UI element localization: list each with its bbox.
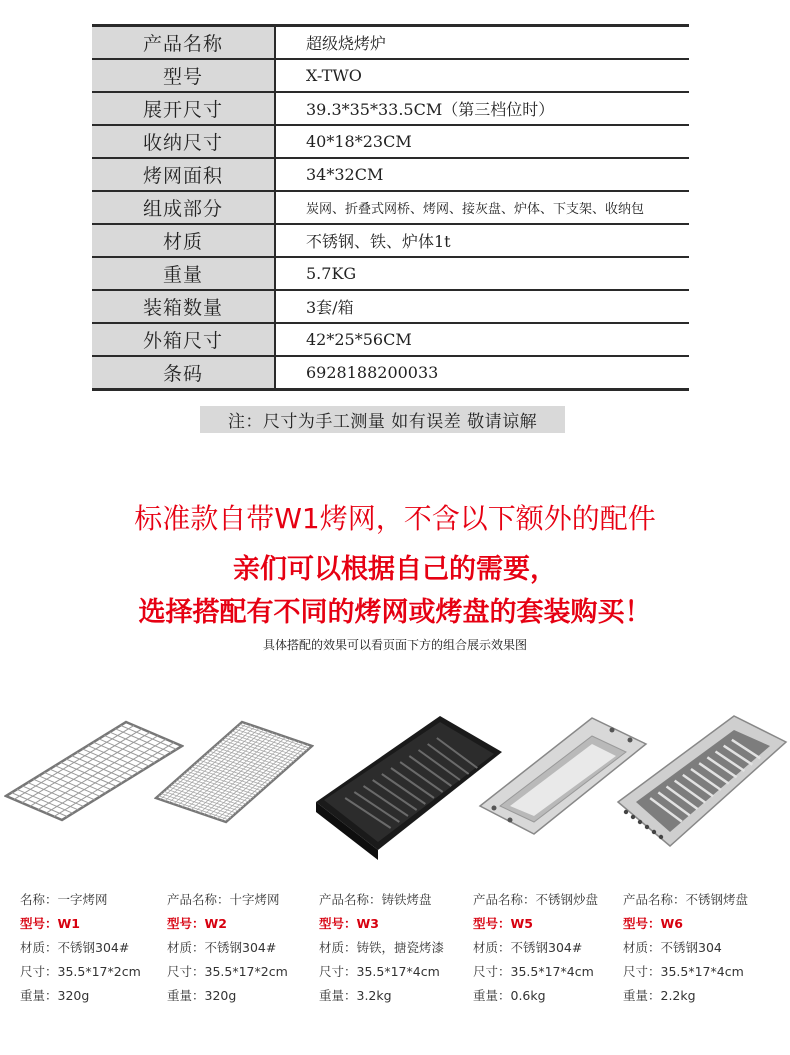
spec-label: 外箱尺寸 — [92, 324, 276, 355]
spec-value: X-TWO — [306, 66, 362, 85]
product-name: 产品名称：不锈钢烤盘 — [623, 892, 749, 907]
spec-label: 型号 — [92, 60, 276, 91]
spec-value: 超级烧烤炉 — [306, 34, 387, 53]
product-model: 型号：W6 — [623, 916, 683, 931]
spec-row — [92, 126, 689, 159]
spec-value: 3套/箱 — [306, 298, 354, 317]
product-info-w2 — [167, 888, 288, 1008]
spec-row — [92, 357, 689, 391]
product-name: 产品名称：铸铁烤盘 — [319, 892, 432, 907]
product-info-w1 — [20, 888, 141, 1008]
product-name: 名称：一字烤网 — [20, 892, 108, 907]
spec-row — [92, 93, 689, 126]
product-size: 尺寸：35.5*17*4cm — [623, 964, 744, 979]
spec-row — [92, 324, 689, 357]
spec-label: 收纳尺寸 — [92, 126, 276, 157]
product-model: 型号：W1 — [20, 916, 80, 931]
product-material: 材质：不锈钢304# — [167, 940, 277, 955]
product-weight: 重量：320g — [20, 988, 90, 1003]
spec-row — [92, 258, 689, 291]
spec-table — [92, 24, 689, 391]
measurement-note: 注：尺寸为手工测量 如有误差 敬请谅解 — [200, 406, 565, 433]
product-size: 尺寸：35.5*17*4cm — [319, 964, 440, 979]
spec-row — [92, 60, 689, 93]
product-name: 产品名称：十字烤网 — [167, 892, 280, 907]
product-size: 尺寸：35.5*17*2cm — [167, 964, 288, 979]
spec-label: 条码 — [92, 357, 276, 388]
spec-label: 烤网面积 — [92, 159, 276, 190]
spec-label: 装箱数量 — [92, 291, 276, 322]
spec-label: 材质 — [92, 225, 276, 256]
product-model: 型号：W3 — [319, 916, 379, 931]
product-weight: 重量：3.2kg — [319, 988, 392, 1003]
product-weight: 重量：2.2kg — [623, 988, 696, 1003]
product-material: 材质：铸铁，搪瓷烤漆 — [319, 940, 445, 955]
product-size: 尺寸：35.5*17*4cm — [473, 964, 594, 979]
spec-row — [92, 291, 689, 324]
promo-line-bundle: 选择搭配有不同的烤网或烤盘的套装购买！ — [138, 597, 652, 628]
spec-value: 炭网、折叠式网桥、烤网、接灰盘、炉体、下支架、收纳包 — [306, 202, 645, 217]
spec-value: 不锈钢、铁、炉体1t — [306, 232, 451, 251]
promo-subnote: 具体搭配的效果可以看页面下方的组合展示效果图 — [262, 638, 527, 652]
spec-value: 42*25*56CM — [306, 330, 412, 349]
product-material: 材质：不锈钢304# — [20, 940, 130, 955]
spec-row — [92, 192, 689, 225]
spec-label: 展开尺寸 — [92, 93, 276, 124]
spec-value: 6928188200033 — [306, 363, 439, 382]
product-name: 产品名称：不锈钢炒盘 — [473, 892, 599, 907]
spec-label: 组成部分 — [92, 192, 276, 223]
product-material: 材质：不锈钢304# — [473, 940, 583, 955]
spec-value: 5.7KG — [306, 264, 357, 283]
product-weight: 重量：0.6kg — [473, 988, 546, 1003]
spec-row — [92, 159, 689, 192]
promo-line-standard: 标准款自带W1烤网，不含以下额外的配件 — [134, 502, 656, 535]
product-weight: 重量：320g — [167, 988, 237, 1003]
product-info-w6 — [623, 888, 748, 1008]
spec-row — [92, 24, 689, 60]
product-material: 材质：不锈钢304 — [623, 940, 722, 955]
stainless-tray-w6-image — [614, 706, 790, 866]
product-model: 型号：W5 — [473, 916, 533, 931]
product-size: 尺寸：35.5*17*2cm — [20, 964, 141, 979]
spec-value: 34*32CM — [306, 165, 384, 184]
spec-row — [92, 225, 689, 258]
product-model: 型号：W2 — [167, 916, 227, 931]
product-info-w5 — [473, 888, 598, 1008]
spec-value: 39.3*35*33.5CM（第三档位时） — [306, 100, 555, 119]
spec-value: 40*18*23CM — [306, 132, 412, 151]
spec-label: 重量 — [92, 258, 276, 289]
grill-grate-w2-image — [154, 706, 314, 866]
spec-label: 产品名称 — [92, 27, 276, 58]
promo-line-choose: 亲们可以根据自己的需要， — [233, 554, 557, 585]
product-info-w3 — [319, 888, 444, 1008]
